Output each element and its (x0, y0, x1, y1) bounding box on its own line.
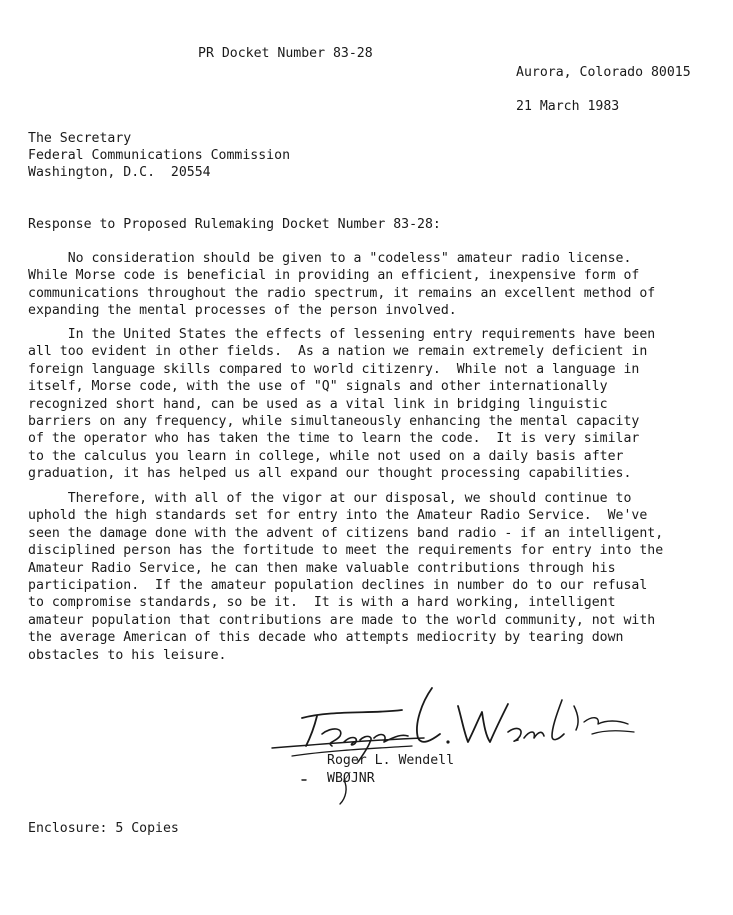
enclosure-note: Enclosure: 5 Copies (28, 821, 179, 836)
text-line: obstacles to his leisure. (28, 647, 227, 663)
text-line: Therefore, with all of the vigor at our disposal, we should continue to (28, 491, 632, 506)
addressee-line: The Secretary (28, 131, 132, 146)
text-line: graduation, it has helped us all expand our thought processing capabilities. (28, 466, 632, 482)
handwritten-signature (262, 676, 642, 811)
text-line: all too evident in other fields. As a nation we remain extremely deficient in (28, 344, 648, 360)
text-line: to compromise standards, so be it. It is with a hard working, intelligent (28, 595, 616, 611)
paragraph-1 (28, 250, 718, 320)
text-line: In the United States the effects of lessening entry requirements have been (28, 327, 656, 342)
text-line: communications throughout the radio spectrum, it remains an excellent method of (28, 285, 656, 301)
text-line: seen the damage done with the advent of citizens band radio - if an intelligent, (28, 525, 664, 541)
paragraph-2 (28, 326, 718, 483)
text-line: expanding the mental processes of the person involved. (28, 303, 457, 319)
subject-line: Response to Proposed Rulemaking Docket Number 83-28: (28, 217, 441, 232)
text-line: participation. If the amateur population declines in number do to our refusal (28, 577, 648, 593)
text-line: disciplined person has the fortitude to meet the requirements for entry into the (28, 543, 664, 559)
text-line: No consideration should be given to a "codeless" amateur radio license. (28, 251, 632, 266)
text-line: of the operator who has taken the time to learn the code. It is very similar (28, 431, 640, 447)
text-line: foreign language skills compared to world citizenry. While not a language in (28, 361, 640, 377)
text-line: recognized short hand, can be used as a vital link in bridging linguistic (28, 396, 608, 412)
letter-date: 21 March 1983 (516, 99, 620, 114)
signer-callsign: WBØJNR (327, 771, 375, 786)
sender-city: Aurora, Colorado 80015 (516, 65, 691, 80)
signer-name: Roger L. Wendell (327, 753, 455, 768)
text-line: itself, Morse code, with the use of "Q" signals and other internationally (28, 379, 608, 395)
paragraph-3 (28, 490, 718, 664)
docket-number: PR Docket Number 83-28 (198, 46, 373, 61)
text-line: the average American of this decade who attempts mediocrity by tearing down (28, 630, 624, 646)
addressee-line: Washington, D.C. 20554 (28, 165, 211, 180)
text-line: uphold the high standards set for entry into the Amateur Radio Service. We've (28, 508, 648, 524)
text-line: barriers on any frequency, while simultaneously enhancing the mental capacity (28, 413, 640, 429)
text-line: Amateur Radio Service, he can then make valuable contributions through his (28, 560, 616, 576)
text-line: to the calculus you learn in college, while not used on a daily basis after (28, 448, 624, 464)
text-line: amateur population that contributions are made to the world community, not with (28, 612, 656, 628)
text-line: While Morse code is beneficial in providing an efficient, inexpensive form of (28, 268, 640, 284)
addressee-line: Federal Communications Commission (28, 148, 291, 163)
